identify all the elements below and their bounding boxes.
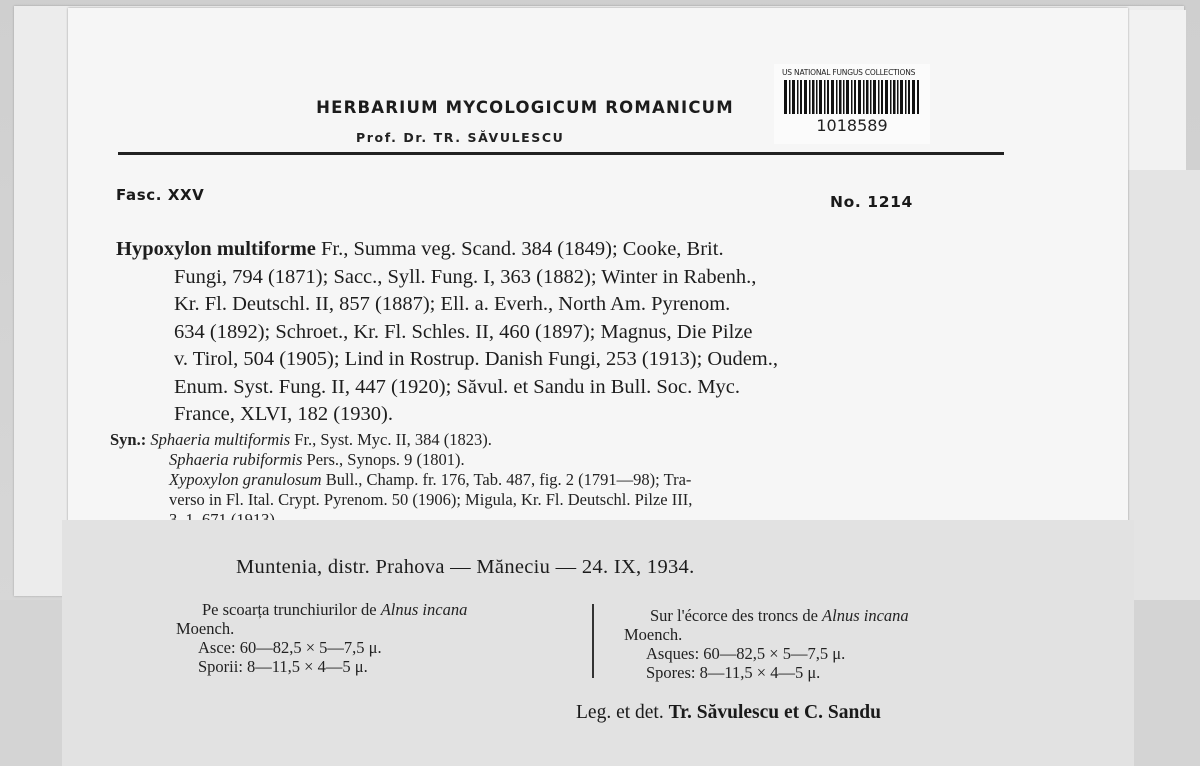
citation-line: France, XLVI, 182 (1930).	[174, 403, 394, 425]
french-description	[624, 606, 1044, 682]
substrate-text: Sur l'écorce des troncs de	[650, 606, 823, 625]
synonyms-block	[110, 430, 970, 530]
synonym-line	[110, 470, 970, 490]
synonym-name: Sphaeria rubiformis	[169, 450, 303, 469]
substrate-line	[176, 600, 576, 619]
citation-line: 634 (1892); Schroet., Kr. Fl. Schles. II, 460 (1897); Magnus, Die Pilze	[174, 320, 753, 343]
synonym-reference: Bull., Champ. fr. 176, Tab. 487, fig. 2 (1791—98); Tra-	[321, 470, 692, 489]
synonym-reference: Fr., Syst. Myc. II, 384 (1823).	[290, 430, 492, 449]
specimen-number: No. 1214	[830, 193, 913, 211]
romanian-description	[176, 600, 576, 676]
citation-line: Fungi, 794 (1871); Sacc., Syll. Fung. I, 363 (1882); Winter in Rabenh.,	[174, 265, 757, 288]
citation-line: Enum. Syst. Fung. II, 447 (1920); Săvul. et Sandu in Bull. Soc. Myc.	[174, 375, 741, 398]
header-rule	[118, 152, 1004, 155]
asci-measurement: Asques: 60—82,5 × 5—7,5 μ.	[646, 644, 846, 663]
collector-prefix: Leg. et det.	[576, 702, 669, 723]
asci-measurement: Asce: 60—82,5 × 5—7,5 μ.	[198, 638, 382, 657]
synonym-name: Sphaeria multiformis	[150, 430, 291, 449]
substrate-text: Pe scoarța trunchiurilor de	[202, 600, 381, 619]
subtitle-text: Prof. Dr. TR. SĂVULESCU	[356, 130, 565, 145]
barcode-label	[774, 64, 930, 144]
spores-measurement: Sporii: 8—11,5 × 4—5 μ.	[198, 657, 368, 676]
host-authority: Moench.	[624, 625, 683, 644]
synonym-line	[110, 450, 970, 470]
synonym-reference: Pers., Synops. 9 (1801).	[302, 450, 465, 469]
collector-line	[576, 702, 1036, 724]
barcode-icon	[784, 80, 920, 114]
herbarium-subtitle	[356, 130, 816, 145]
barcode-number: 1018589	[816, 116, 888, 135]
citation-line: v. Tirol, 504 (1905); Lind in Rostrup. Danish Fungi, 253 (1913); Oudem.,	[174, 348, 778, 370]
herbarium-title: HERBARIUM MYCOLOGICUM ROMANICUM	[316, 98, 734, 117]
taxon-name: Hypoxylon multiforme	[116, 238, 316, 260]
spores-measurement: Spores: 8—11,5 × 4—5 μ.	[646, 663, 821, 682]
citation-line	[116, 236, 956, 264]
synonym-name: Xypoxylon granulosum	[169, 470, 322, 489]
taxon-citation	[116, 236, 956, 429]
host-name: Alnus incana	[380, 600, 468, 619]
citation-line: Kr. Fl. Deutschl. II, 857 (1887); Ell. a. Everh., North Am. Pyrenom.	[174, 293, 731, 315]
fascicle-label: Fasc. XXV	[116, 186, 205, 204]
citation-text: Fr., Summa veg. Scand. 384 (1849); Cooke, Brit.	[315, 238, 724, 260]
substrate-line	[624, 606, 1044, 625]
synonyms-label: Syn.:	[110, 430, 147, 449]
synonym-continuation: verso in Fl. Ital. Crypt. Pyrenom. 50 (1906); Migula, Kr. Fl. Deutschl. Pilze III,	[169, 490, 693, 509]
collector-names: Tr. Săvulescu et C. Sandu	[668, 702, 881, 723]
collection-locality: Muntenia, distr. Prahova — Măneciu — 24. IX, 1934.	[236, 556, 695, 578]
host-authority: Moench.	[176, 619, 235, 638]
barcode-caption: US NATIONAL FUNGUS COLLECTIONS	[782, 68, 916, 77]
synonym-line	[110, 430, 970, 450]
host-name: Alnus incana	[822, 606, 909, 625]
column-divider	[592, 604, 594, 678]
